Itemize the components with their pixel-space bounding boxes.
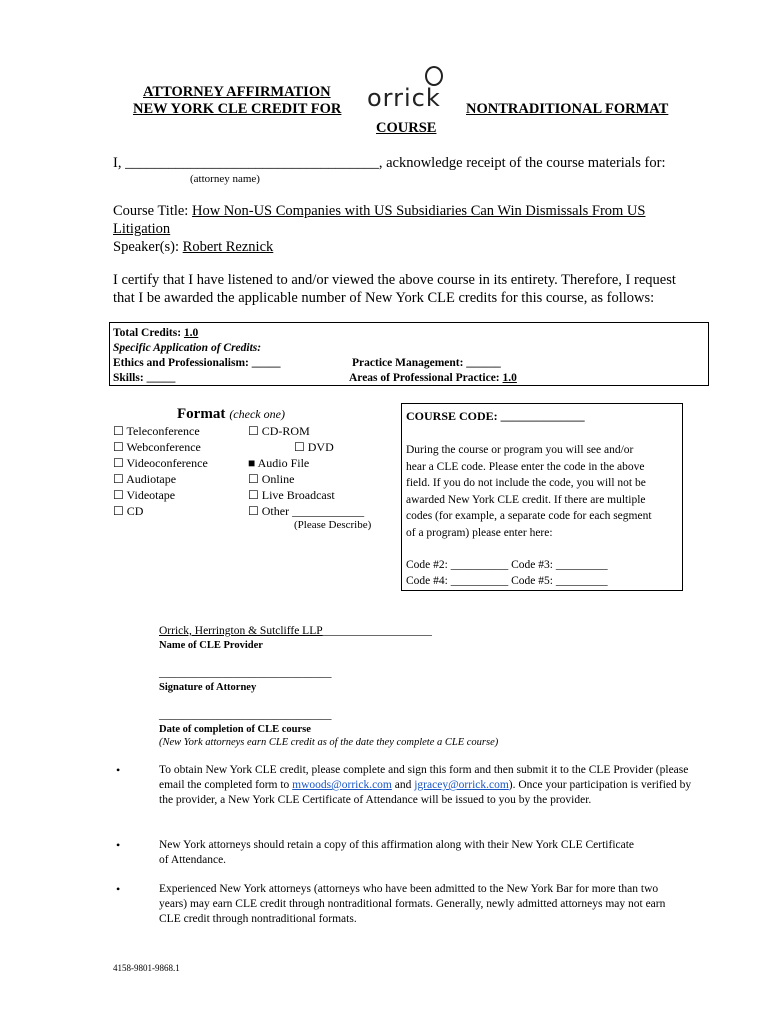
format-heading-text: Format (177, 406, 226, 422)
areas-label: Areas of Professional Practice: (349, 372, 503, 384)
title-line2: NEW YORK CLE CREDIT FOR (133, 101, 342, 117)
code-instructions-line: codes (for example, a separate code for each segment (406, 510, 652, 522)
title-line3: COURSE (376, 120, 437, 136)
skills-label: Skills: (113, 372, 147, 384)
format-option-live-broadcast[interactable]: ☐ Live Broadcast (248, 488, 335, 502)
code-instructions-line: hear a CLE code. Please enter the code in the above (406, 460, 645, 473)
bullet1-text-and: and (391, 779, 415, 791)
format-option-audio-file[interactable]: ■ Audio File (248, 456, 310, 470)
date-line: ______________________________ (159, 709, 332, 721)
bullet-symbol: • (116, 763, 121, 777)
provider-name-row (159, 625, 432, 637)
provider-name-label: Name of CLE Provider (159, 640, 263, 651)
bullet-experienced-attorneys: Experienced New York attorneys (attorneys who have been admitted to the New York Bar for more than two years) may earn CLE credit through nontraditional formats. Generally, newly admitted attorneys may not earn CLE credit through nontraditional formats. (159, 883, 666, 925)
logo-ring-icon (425, 66, 443, 86)
areas-value: 1.0 (502, 372, 517, 384)
speaker-label: Speaker(s): (113, 239, 183, 255)
speaker-value: Robert Reznick (182, 239, 274, 255)
acknowledge-line: I, ___________________________________, acknowledge receipt of the course materials for: (113, 155, 666, 171)
format-check-one-note: (check one) (229, 407, 285, 421)
title-right: NONTRADITIONAL FORMAT (466, 101, 669, 117)
please-describe-caption: (Please Describe) (294, 519, 372, 531)
logo-wordmark: orrick (367, 84, 441, 112)
total-credits-value: 1.0 (183, 327, 199, 339)
course-title-label: Course Title: (113, 203, 192, 219)
skills (113, 371, 175, 386)
code-instructions-line: awarded New York CLE credit. If there are multiple (406, 493, 646, 506)
attorney-name-caption: (attorney name) (190, 173, 260, 185)
bullet1-text-a: To obtain New York CLE credit, please complete and sign this form and then submit it to the CLE Provider (please email the completed form to (159, 764, 689, 791)
course-title-value-line2: Litigation (113, 221, 171, 237)
practice-management: Practice Management: ______ (352, 357, 501, 369)
format-option-online[interactable]: ☐ Online (248, 472, 295, 486)
specific-application-label: Specific Application of Credits: (113, 342, 262, 354)
signature-label: Signature of Attorney (159, 682, 257, 693)
email-link-jgracey[interactable]: jgracey@orrick.com (414, 779, 509, 791)
code-row-2-3: Code #2: __________ Code #3: _________ (406, 559, 608, 571)
ethics-professionalism: Ethics and Professionalism: _____ (113, 357, 281, 369)
total-credits-label: Total Credits: (113, 327, 184, 339)
code-instructions-line: of a program) please enter here: (406, 526, 553, 539)
format-option-teleconference[interactable]: ☐ Teleconference (113, 424, 200, 438)
code-instructions (406, 442, 652, 541)
date-label: Date of completion of CLE course (159, 724, 311, 735)
skills-value: _____ (146, 372, 176, 384)
certify-line2: that I be awarded the applicable number of New York CLE credits for this course, as follows: (113, 290, 655, 306)
areas-of-practice (349, 371, 517, 386)
format-option-videoconference[interactable]: ☐ Videoconference (113, 456, 208, 470)
total-credits (113, 326, 198, 341)
title-line1: ATTORNEY AFFIRMATION (143, 84, 331, 100)
format-option-videotape[interactable]: ☐ Videotape (113, 488, 176, 502)
orrick-logo (367, 66, 449, 114)
code-instructions-line: During the course or program you will see and/or (406, 444, 634, 456)
bullet-retain-copy: New York attorneys should retain a copy of this affirmation along with their New York CLE Certificate of Attendance. (159, 839, 635, 866)
format-heading (177, 405, 285, 423)
document-id: 4158-9801-9868.1 (113, 963, 180, 973)
code-instructions-line: field. If you do not include the code, you will not be (406, 477, 646, 489)
date-note: (New York attorneys earn CLE credit as of the date they complete a CLE course) (159, 737, 499, 748)
signature-line: ______________________________ (159, 667, 332, 679)
format-option-other[interactable]: ☐ Other ____________ (248, 504, 365, 518)
course-code-title: COURSE CODE: ______________ (406, 409, 585, 423)
format-option-webconference[interactable]: ☐ Webconference (113, 440, 201, 454)
format-option-cd-rom[interactable]: ☐ CD-ROM (248, 424, 310, 438)
bullet-symbol: • (116, 838, 121, 852)
bullet-symbol: • (116, 882, 121, 896)
speaker-row (113, 239, 273, 256)
provider-name-trail: ___________________ (322, 625, 432, 637)
bullet-submit-instructions (159, 763, 694, 808)
certify-line1: I certify that I have listened to and/or viewed the above course in its entirety. Therefore, I request (113, 272, 676, 288)
course-title-value: How Non-US Companies with US Subsidiaries Can Win Dismissals From US (191, 203, 646, 219)
format-option-dvd[interactable]: ☐ DVD (294, 440, 334, 454)
code-row-4-5: Code #4: __________ Code #5: _________ (406, 575, 608, 587)
email-link-mwoods[interactable]: mwoods@orrick.com (292, 779, 392, 791)
bullet1-text-b: ). Once your participation is verified by the provider, a New York CLE Certificate of Attendance will be issued to you by the provider. (159, 779, 692, 806)
course-title-row (113, 203, 645, 220)
format-option-cd[interactable]: ☐ CD (113, 504, 144, 518)
provider-name: Orrick, Herrington & Sutcliffe LLP (159, 625, 323, 637)
format-option-audiotape[interactable]: ☐ Audiotape (113, 472, 177, 486)
